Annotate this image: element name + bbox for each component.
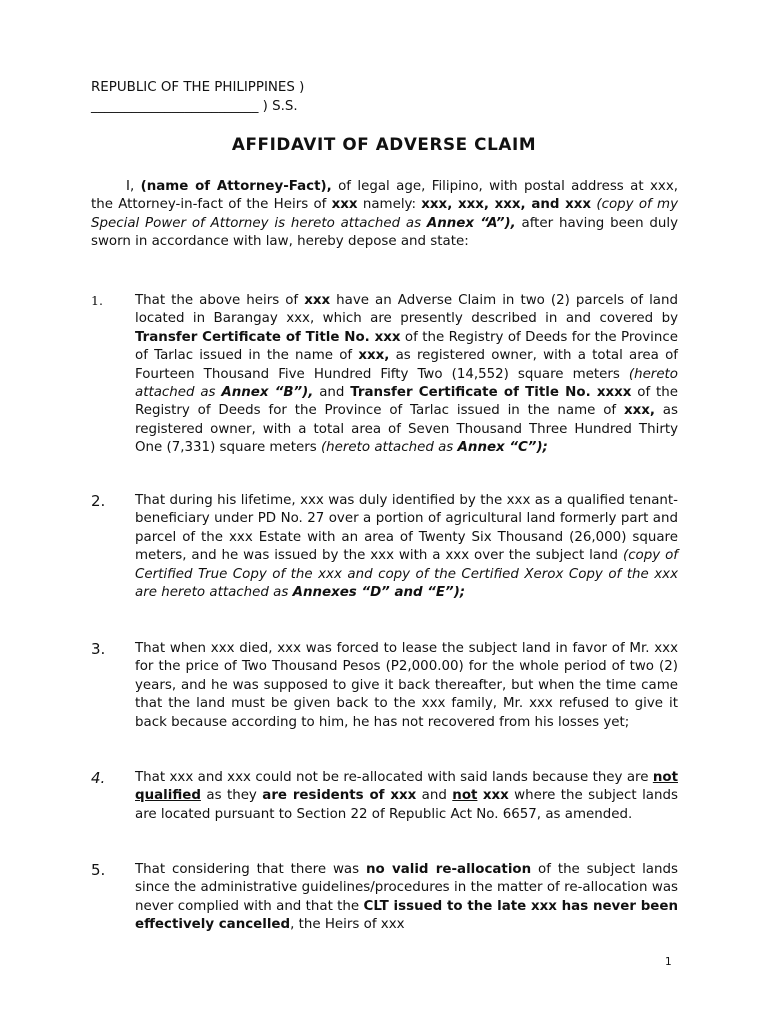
- item-text: That when xxx died, xxx was forced to lease the subject land in favor of Mr. xxx for the price of Two Thousand Pesos (P2,000.00) for the whole period of two (2) years, and he was supposed to give it back thereafter, but when the time came that the land must be given back to the xxx family, Mr. xxx refused to give it back because according to him, he has not recovered from his losses yet;: [135, 641, 678, 730]
- item-number: 1.: [91, 293, 103, 308]
- venue-line-ss: _________________________ ) S.S.: [91, 99, 298, 114]
- item-number: 5.: [91, 861, 106, 879]
- item-text: That during his lifetime, xxx was duly identified by the xxx as a qualified tenant-beneficiary under PD No. 27 over a portion of agricultural land formerly part and parcel of the xxx Estate with an area of Twenty Six Thousand (26,000) square meters, and he was issued by the xxx with a xxx over the subject land (copy of Certified True Copy of the xxx and copy of the Certified Xerox Copy of the xxx are hereto attached as Annexes “D” and “E”);: [135, 493, 678, 601]
- page-number: 1: [665, 956, 672, 968]
- venue-line-republic: REPUBLIC OF THE PHILIPPINES ): [91, 80, 305, 95]
- item-number: 2.: [91, 492, 106, 510]
- list-item: [91, 640, 678, 732]
- item-text: That xxx and xxx could not be re-allocated with said lands because they are not qualified as they are residents of xxx and not xxx where the subject lands are located pursuant to Section 22 of Republic Act No. 6657, as amended.: [135, 770, 678, 822]
- list-item: [91, 769, 678, 824]
- intro-paragraph: I, (name of Attorney-Fact), of legal age, Filipino, with postal address at xxx, the Attorney-in-fact of the Heirs of xxx namely: xxx, xxx, xxx, and xxx (copy of my Special Power of Attorney is hereto attached as Annex “A”), after having been duly sworn in accordance with law, hereby depose and state:: [91, 179, 679, 250]
- list-item: [91, 861, 678, 935]
- item-number: 4.: [91, 769, 106, 787]
- list-item: [91, 492, 678, 602]
- venue-header: [91, 78, 304, 116]
- item-text: That considering that there was no valid re-allocation of the subject lands since the administrative guidelines/procedures in the matter of re-allocation was never complied with and that the CLT issued to the late xxx has never been effectively cancelled, the Heirs of xxx: [135, 862, 679, 933]
- document-title: AFFIDAVIT OF ADVERSE CLAIM: [231, 134, 537, 154]
- item-text: That the above heirs of xxx have an Adverse Claim in two (2) parcels of land located in Barangay xxx, which are presently described in and covered by Transfer Certificate of Title No. xxx of the Registry of Deeds for the Province of Tarlac issued in the name of xxx, as registered owner, with a total area of Fourteen Thousand Five Hundred Fifty Two (14,552) square meters (hereto attached as Annex “B”), and Transfer Certificate of Title No. xxxx of the Registry of Deeds for the Province of Tarlac issued in the name of xxx, as registered owner, with a total area of Seven Thousand Three Hundred Thirty One (7,331) square meters (hereto attached as Annex “C”);: [135, 293, 678, 456]
- list-item: [91, 292, 678, 458]
- item-number: 3.: [91, 640, 106, 658]
